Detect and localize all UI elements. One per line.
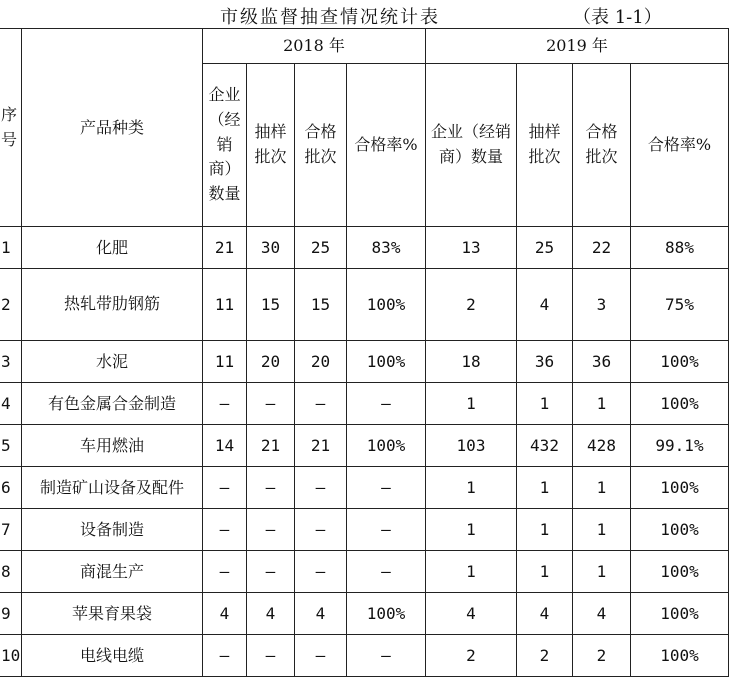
cell-y2018-enterprise-count: –	[203, 551, 247, 593]
row-seq: 8	[0, 551, 22, 593]
cell-y2018-qualified-batches: –	[295, 551, 347, 593]
cell-y2018-qualified-batches: 21	[295, 425, 347, 467]
cell-y2018-qualified-batches: 4	[295, 593, 347, 635]
cell-y2018-qualified-batches: –	[295, 383, 347, 425]
cell-y2019-sample-batches: 1	[517, 383, 573, 425]
cell-y2019-enterprise-count: 13	[426, 227, 517, 269]
cell-y2019-pass-rate: 100%	[631, 341, 729, 383]
cell-y2019-qualified-batches: 4	[573, 593, 631, 635]
cell-y2019-enterprise-count: 4	[426, 593, 517, 635]
row-seq: 3	[0, 341, 22, 383]
cell-y2018-sample-batches: 30	[247, 227, 295, 269]
cell-y2018-pass-rate: 100%	[347, 341, 426, 383]
row-product: 商混生产	[22, 551, 203, 593]
cell-y2019-enterprise-count: 2	[426, 269, 517, 341]
row-product: 有色金属合金制造	[22, 383, 203, 425]
row-seq: 4	[0, 383, 22, 425]
cell-y2018-sample-batches: 15	[247, 269, 295, 341]
cell-y2019-pass-rate: 100%	[631, 383, 729, 425]
cell-y2019-pass-rate: 100%	[631, 551, 729, 593]
cell-y2019-sample-batches: 1	[517, 551, 573, 593]
cell-y2018-enterprise-count: –	[203, 467, 247, 509]
cell-y2019-sample-batches: 36	[517, 341, 573, 383]
cell-y2018-enterprise-count: 11	[203, 269, 247, 341]
cell-y2019-qualified-batches: 428	[573, 425, 631, 467]
table-row	[0, 269, 729, 341]
cell-y2018-pass-rate: 100%	[347, 425, 426, 467]
cell-y2018-enterprise-count: 4	[203, 593, 247, 635]
cell-y2018-pass-rate: 100%	[347, 269, 426, 341]
row-product: 苹果育果袋	[22, 593, 203, 635]
cell-y2018-pass-rate: –	[347, 635, 426, 677]
row-product: 设备制造	[22, 509, 203, 551]
cell-y2019-qualified-batches: 1	[573, 551, 631, 593]
cell-y2018-sample-batches: 21	[247, 425, 295, 467]
header-year-2018: 2018 年	[203, 29, 426, 64]
row-seq: 2	[0, 269, 22, 341]
header-year-2019: 2019 年	[426, 29, 729, 64]
cell-y2019-sample-batches: 2	[517, 635, 573, 677]
cell-y2019-pass-rate: 100%	[631, 509, 729, 551]
table-row	[0, 509, 729, 551]
cell-y2019-enterprise-count: 1	[426, 467, 517, 509]
header-passrate-2018: 合格率%	[347, 64, 426, 227]
cell-y2019-qualified-batches: 1	[573, 509, 631, 551]
row-seq: 9	[0, 593, 22, 635]
cell-y2018-qualified-batches: –	[295, 635, 347, 677]
cell-y2019-pass-rate: 100%	[631, 593, 729, 635]
cell-y2019-pass-rate: 99.1%	[631, 425, 729, 467]
table-row	[0, 593, 729, 635]
cell-y2019-enterprise-count: 1	[426, 383, 517, 425]
table-title: 市级监督抽查情况统计表	[220, 7, 440, 28]
cell-y2019-qualified-batches: 2	[573, 635, 631, 677]
cell-y2019-qualified-batches: 22	[573, 227, 631, 269]
cell-y2018-sample-batches: –	[247, 467, 295, 509]
table-row	[0, 551, 729, 593]
title-row	[0, 0, 700, 28]
cell-y2018-enterprise-count: –	[203, 509, 247, 551]
cell-y2019-qualified-batches: 1	[573, 467, 631, 509]
cell-y2019-enterprise-count: 103	[426, 425, 517, 467]
row-product-text: 热轧带肋钢筋	[64, 294, 161, 314]
cell-y2018-qualified-batches: 25	[295, 227, 347, 269]
cell-y2018-sample-batches: –	[247, 551, 295, 593]
row-product: 水泥	[22, 341, 203, 383]
cell-y2019-enterprise-count: 2	[426, 635, 517, 677]
cell-y2018-pass-rate: –	[347, 383, 426, 425]
cell-y2018-sample-batches: 4	[247, 593, 295, 635]
cell-y2018-qualified-batches: 20	[295, 341, 347, 383]
cell-y2019-qualified-batches: 36	[573, 341, 631, 383]
header-product: 产品种类	[22, 29, 203, 227]
table-row	[0, 341, 729, 383]
cell-y2018-enterprise-count: 14	[203, 425, 247, 467]
cell-y2019-pass-rate: 100%	[631, 467, 729, 509]
cell-y2018-pass-rate: –	[347, 551, 426, 593]
table-code: （表 1-1）	[573, 7, 662, 28]
header-seq: 序号	[0, 29, 22, 227]
cell-y2018-enterprise-count: –	[203, 383, 247, 425]
table-row	[0, 227, 729, 269]
cell-y2019-sample-batches: 432	[517, 425, 573, 467]
row-seq: 10	[0, 635, 22, 677]
cell-y2018-qualified-batches: –	[295, 467, 347, 509]
cell-y2019-sample-batches: 4	[517, 593, 573, 635]
inspection-statistics-table	[0, 28, 729, 677]
table-row	[0, 383, 729, 425]
cell-y2019-qualified-batches: 1	[573, 383, 631, 425]
cell-y2018-qualified-batches: –	[295, 509, 347, 551]
row-product: 制造矿山设备及配件	[22, 467, 203, 509]
cell-y2018-sample-batches: 20	[247, 341, 295, 383]
row-seq: 1	[0, 227, 22, 269]
cell-y2018-pass-rate: 100%	[347, 593, 426, 635]
cell-y2018-enterprise-count: 11	[203, 341, 247, 383]
cell-y2019-sample-batches: 25	[517, 227, 573, 269]
header-enterprise-2019: 企业（经销商）数量	[426, 64, 517, 227]
row-product: 化肥	[22, 227, 203, 269]
header-enterprise-2018: 企业（经销商）数量	[203, 64, 247, 227]
table-row	[0, 425, 729, 467]
row-product	[22, 269, 203, 341]
cell-y2018-sample-batches: –	[247, 383, 295, 425]
row-product: 电线电缆	[22, 635, 203, 677]
cell-y2019-enterprise-count: 1	[426, 509, 517, 551]
row-seq: 6	[0, 467, 22, 509]
header-sample-2018: 抽样批次	[247, 64, 295, 227]
cell-y2019-pass-rate: 88%	[631, 227, 729, 269]
cell-y2019-pass-rate: 75%	[631, 269, 729, 341]
table-row	[0, 635, 729, 677]
cell-y2018-sample-batches: –	[247, 635, 295, 677]
cell-y2019-enterprise-count: 1	[426, 551, 517, 593]
cell-y2018-enterprise-count: 21	[203, 227, 247, 269]
cell-y2018-enterprise-count: –	[203, 635, 247, 677]
table-row	[0, 467, 729, 509]
cell-y2018-pass-rate: –	[347, 509, 426, 551]
cell-y2018-pass-rate: –	[347, 467, 426, 509]
cell-y2019-qualified-batches: 3	[573, 269, 631, 341]
header-qualified-2019: 合格批次	[573, 64, 631, 227]
cell-y2019-enterprise-count: 18	[426, 341, 517, 383]
cell-y2019-sample-batches: 1	[517, 509, 573, 551]
table-body	[0, 227, 729, 677]
header-qualified-2018: 合格批次	[295, 64, 347, 227]
cell-y2019-sample-batches: 4	[517, 269, 573, 341]
cell-y2019-sample-batches: 1	[517, 467, 573, 509]
header-sample-2019: 抽样批次	[517, 64, 573, 227]
header-passrate-2019: 合格率%	[631, 64, 729, 227]
row-seq: 5	[0, 425, 22, 467]
cell-y2018-sample-batches: –	[247, 509, 295, 551]
row-seq: 7	[0, 509, 22, 551]
cell-y2018-pass-rate: 83%	[347, 227, 426, 269]
cell-y2019-pass-rate: 100%	[631, 635, 729, 677]
row-product: 车用燃油	[22, 425, 203, 467]
header-row-years	[0, 29, 729, 64]
cell-y2018-qualified-batches: 15	[295, 269, 347, 341]
